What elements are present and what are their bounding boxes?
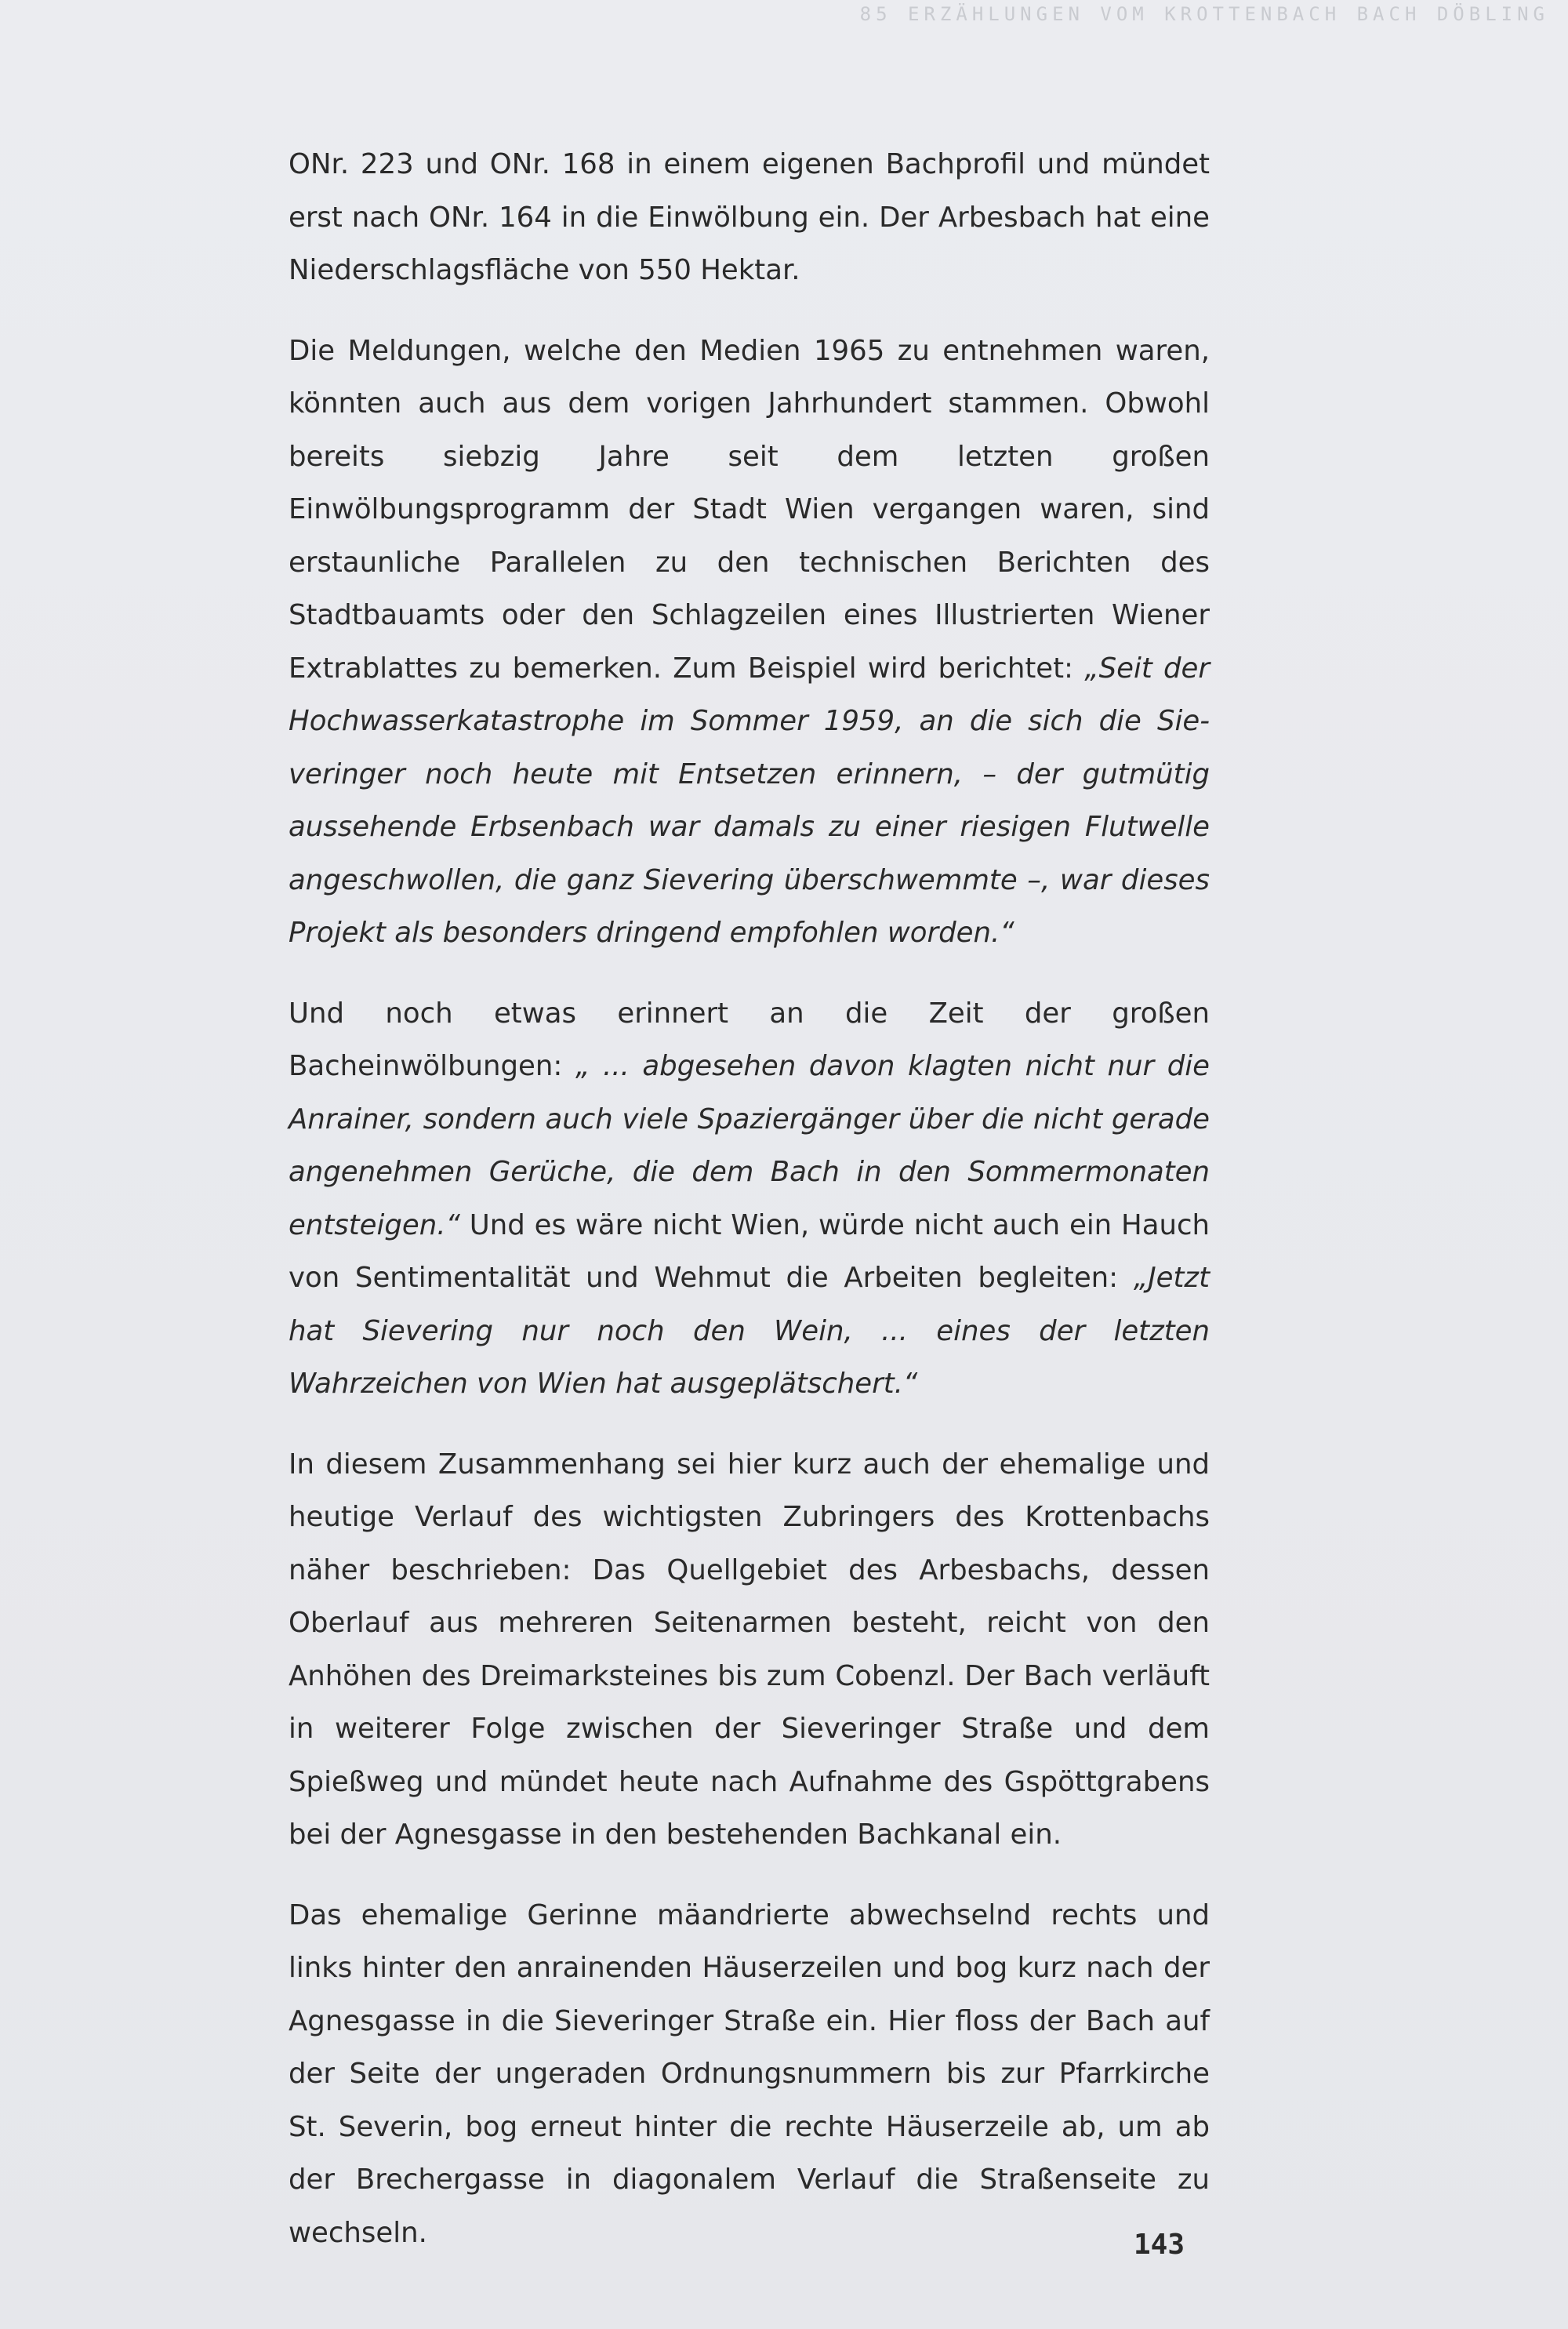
quote-run: „ ... abgesehen davon klagten nicht nur die Anrainer, sondern auch viele Spaziergänger über die nicht gerade angenehmen Gerüche, die dem Bach in den Sommermonaten entsteigen.“ <box>289 1050 1210 1241</box>
text-run: Die Meldungen, welche den Medien 1965 zu entnehmen waren, könnten auch aus dem vorigen Jahrhundert stammen. Obwohl bereits siebzig Jahre seit dem letzten großen Einwölbungsprogramm der Stadt Wien vergangen waren, sind erstaunliche Parallelen zu den technischen Berichten des Stadtbauamts oder den Schlagzeilen eines Illustrierten Wiener Extrablattes zu bemerken. Zum Beispiel wird berichtet: <box>289 334 1210 685</box>
body-text <box>289 138 1210 2287</box>
paragraph <box>289 1438 1210 1862</box>
page-number: 143 <box>1134 2229 1185 2261</box>
text-run: Und noch etwas erinnert an die Zeit der großen Bacheinwölbungen: <box>289 997 1210 1082</box>
paragraph <box>289 325 1210 960</box>
paragraph <box>289 1889 1210 2260</box>
quote-run: „Jetzt hat Sievering nur noch den Wein, ... eines der letzten Wahrzeichen von Wien hat ausgeplätschert.“ <box>289 1262 1210 1400</box>
running-head: 85 ERZÄHLUNGEN VOM KROTTENBACH BACH DÖBLING <box>859 3 1549 25</box>
text-run: Das ehemalige Gerinne mäandrierte abwechselnd rechts und links hinter den anrainenden Häuserzeilen und bog kurz nach der Agnesgasse in die Sieveringer Straße ein. Hier floss der Bach auf der Seite der ungeraden Ordnungsnummern bis zur Pfarrkirche St. Severin, bog erneut hinter die rechte Häuserzeile ab, um ab der Brechergasse in diagonalem Verlauf die Straßenseite zu wechseln. <box>289 1898 1210 2249</box>
text-run: In diesem Zusammenhang sei hier kurz auch der ehemalige und heutige Verlauf des wichtigsten Zubringers des Krottenbachs näher beschrieben: Das Quellgebiet des Arbesbachs, dessen Oberlauf aus mehreren Seitenarmen besteht, reicht von den Anhöhen des Dreimarksteines bis zum Cobenzl. Der Bach verläuft in weiterer Folge zwischen der Sieveringer Straße und dem Spießweg und mündet heute nach Aufnahme des Gspöttgrabens bei der Agnesgasse in den bestehenden Bachkanal ein. <box>289 1448 1210 1851</box>
text-run: ONr. 223 und ONr. 168 in einem eigenen Bachprofil und mündet erst nach ONr. 164 in die Einwölbung ein. Der Arbesbach hat eine Niederschlagsfläche von 550 Hektar. <box>289 148 1210 286</box>
text-run: Und es wäre nicht Wien, würde nicht auch ein Hauch von Sentimentalität und Wehmut die Arbeiten begleiten: <box>289 1208 1210 1294</box>
paragraph <box>289 138 1210 297</box>
quote-run: „Seit der Hochwasserkatastrophe im Sommer 1959, an die sich die Sieveringer noch heute mit Entsetzen erinnern, – der gutmütig aussehende Erbsenbach war damals zu einer riesigen Flutwelle angeschwollen, die ganz Sievering überschwemmte –, war dieses Projekt als besonders dringend empfohlen worden.“ <box>289 652 1210 949</box>
paragraph <box>289 987 1210 1411</box>
